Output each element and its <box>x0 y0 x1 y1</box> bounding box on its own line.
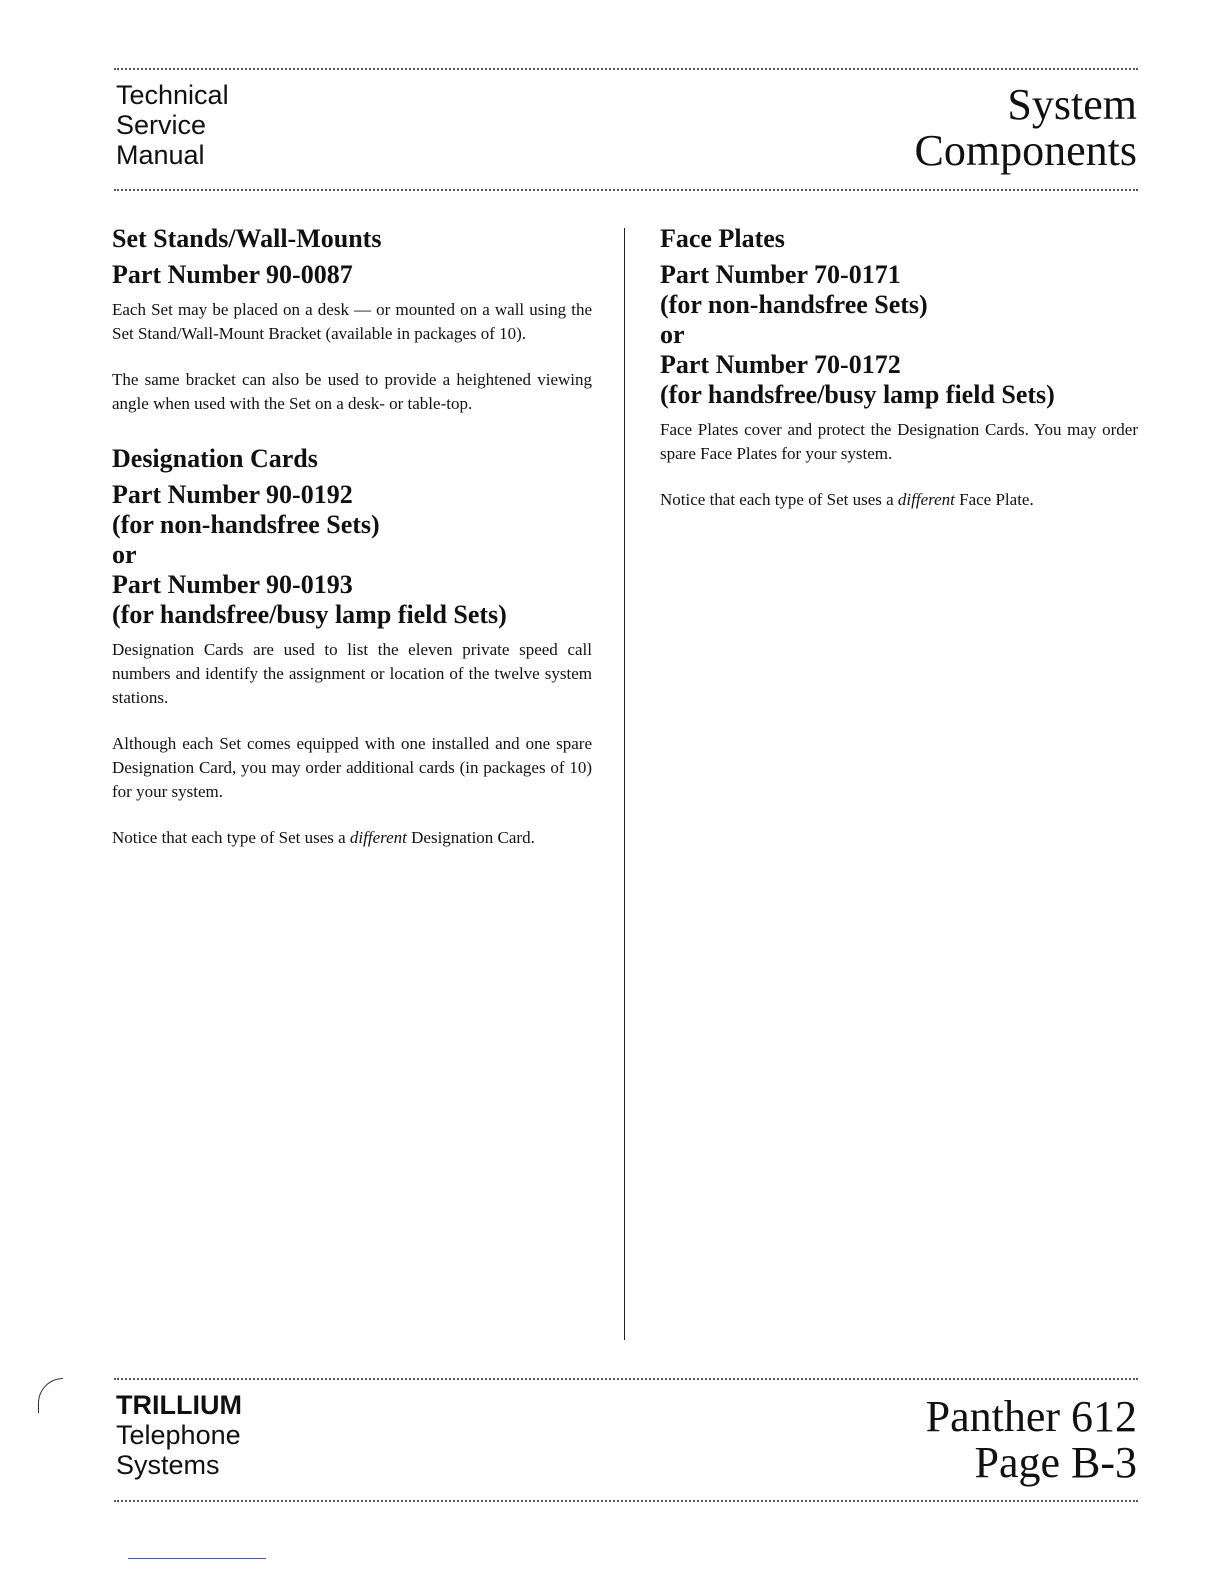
notice-text: Face Plate. <box>954 490 1034 509</box>
footer-top-rule <box>114 1378 1138 1380</box>
set-stands-paragraph-1: Each Set may be placed on a desk — or mounted on a wall using the Set Stand/Wall-Mount Bracket (available in packages of 10). <box>112 300 592 343</box>
face-plates-section <box>660 224 1138 512</box>
page-number: Page B-3 <box>974 1438 1137 1487</box>
set-stands-section <box>112 224 592 416</box>
column-divider <box>624 228 625 1340</box>
scan-mark <box>38 1378 63 1413</box>
company-name-line-1: TRILLIUM <box>116 1390 242 1420</box>
notice-emphasis: different <box>349 828 407 847</box>
part-line: Part Number 90-0087 <box>112 260 353 289</box>
set-stands-heading: Set Stands/Wall-Mounts <box>112 224 382 253</box>
chapter-title <box>915 82 1137 174</box>
designation-cards-paragraph-1: Designation Cards are used to list the eleven private speed call numbers and identify the assignment or location of the twelve system stations. <box>112 640 592 707</box>
company-name-line-2: Telephone <box>116 1420 241 1450</box>
header-bottom-rule <box>114 189 1138 191</box>
manual-title-line-1: Technical <box>116 80 229 110</box>
face-plates-part-numbers <box>660 260 1138 410</box>
part-line: Part Number 70-0171 <box>660 260 901 289</box>
chapter-title-line-1: System <box>1007 80 1137 129</box>
designation-cards-paragraph-2: Although each Set comes equipped with one installed and one spare Designation Card, you may order additional cards (in packages of 10) for your system. <box>112 734 592 801</box>
notice-text: Notice that each type of Set uses a <box>112 828 350 847</box>
header-top-rule <box>114 68 1138 70</box>
part-line: (for handsfree/busy lamp field Sets) <box>660 380 1055 409</box>
set-stands-paragraph-2: The same bracket can also be used to provide a heightened viewing angle when used with the Set on a desk- or table-top. <box>112 370 592 413</box>
part-line: (for non-handsfree Sets) <box>112 510 380 539</box>
designation-cards-part-numbers <box>112 480 592 630</box>
manual-title-line-2: Service <box>116 110 207 140</box>
set-stands-part-number <box>112 260 592 290</box>
notice-text: Notice that each type of Set uses a <box>660 490 898 509</box>
face-plates-paragraph-1: Face Plates cover and protect the Designation Cards. You may order spare Face Plates for your system. <box>660 420 1138 463</box>
part-line: or <box>112 540 137 569</box>
part-line: Part Number 70-0172 <box>660 350 901 379</box>
manual-title-line-3: Manual <box>116 140 205 170</box>
part-line: (for non-handsfree Sets) <box>660 290 928 319</box>
company-name-line-3: Systems <box>116 1450 220 1480</box>
company-name <box>116 1390 242 1480</box>
product-name: Panther 612 <box>925 1392 1137 1441</box>
notice-text: Designation Card. <box>406 828 535 847</box>
chapter-title-line-2: Components <box>914 126 1137 175</box>
bottom-link-underline <box>128 1558 266 1559</box>
designation-cards-section <box>112 444 592 850</box>
right-column <box>660 224 1138 540</box>
product-page-label <box>926 1394 1137 1486</box>
footer-bottom-rule <box>114 1500 1138 1502</box>
designation-cards-heading: Designation Cards <box>112 444 318 473</box>
part-line: (for handsfree/busy lamp field Sets) <box>112 600 507 629</box>
manual-title <box>116 80 229 170</box>
part-line: or <box>660 320 685 349</box>
left-column <box>112 224 592 878</box>
part-line: Part Number 90-0193 <box>112 570 353 599</box>
face-plates-heading: Face Plates <box>660 224 785 253</box>
face-plates-notice <box>660 488 1138 512</box>
notice-emphasis: different <box>897 490 955 509</box>
designation-cards-notice <box>112 826 592 850</box>
part-line: Part Number 90-0192 <box>112 480 353 509</box>
